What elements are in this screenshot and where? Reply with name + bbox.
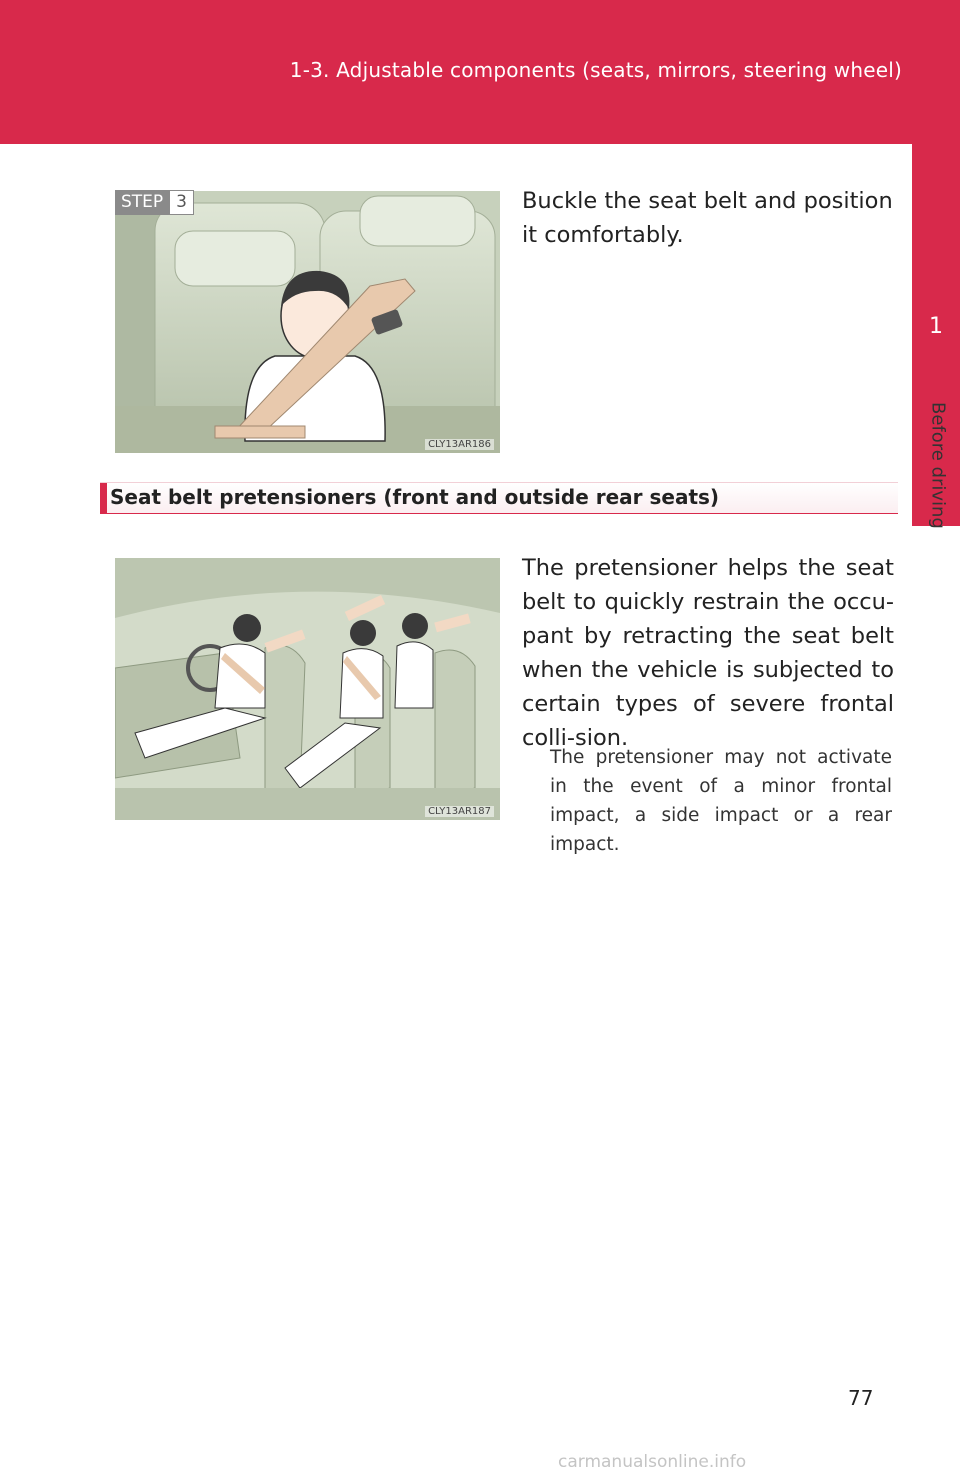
chapter-number: 1 (929, 314, 943, 339)
chapter-label-wrap (915, 395, 960, 535)
pretensioner-illustration (115, 558, 500, 820)
child-seatbelt-illustration (115, 191, 500, 453)
watermark: carmanualsonline.info (558, 1452, 747, 1472)
section-marker (100, 483, 107, 513)
header-title: 1-3. Adjustable components (seats, mirrors, steering wheel) (289, 58, 902, 82)
section-title: Seat belt pretensioners (front and outside rear seats) (110, 485, 720, 509)
page-header (0, 0, 960, 144)
section-note: The pretensioner may not activate in the event of a minor frontal impact, a side impact or a rear impact. (550, 747, 892, 855)
section-heading (100, 482, 898, 514)
step-number: 3 (169, 190, 194, 215)
figure-code: CLY13AR187 (425, 806, 494, 817)
figure-code: CLY13AR186 (425, 439, 494, 450)
step-badge (115, 190, 194, 215)
page-number: 77 (848, 1386, 874, 1410)
chapter-label: Before driving (927, 401, 949, 529)
section-body: The pretensioner helps the seat belt to quickly restrain the occu-pant by retracting the seat belt when the vehicle is subjected to certain types of severe frontal colli-sion. (522, 555, 894, 751)
figure-child-seatbelt (115, 191, 500, 453)
figure-pretensioner (115, 558, 500, 820)
step-label: STEP (115, 190, 169, 215)
step-text: Buckle the seat belt and position it comfortably. (522, 188, 893, 248)
